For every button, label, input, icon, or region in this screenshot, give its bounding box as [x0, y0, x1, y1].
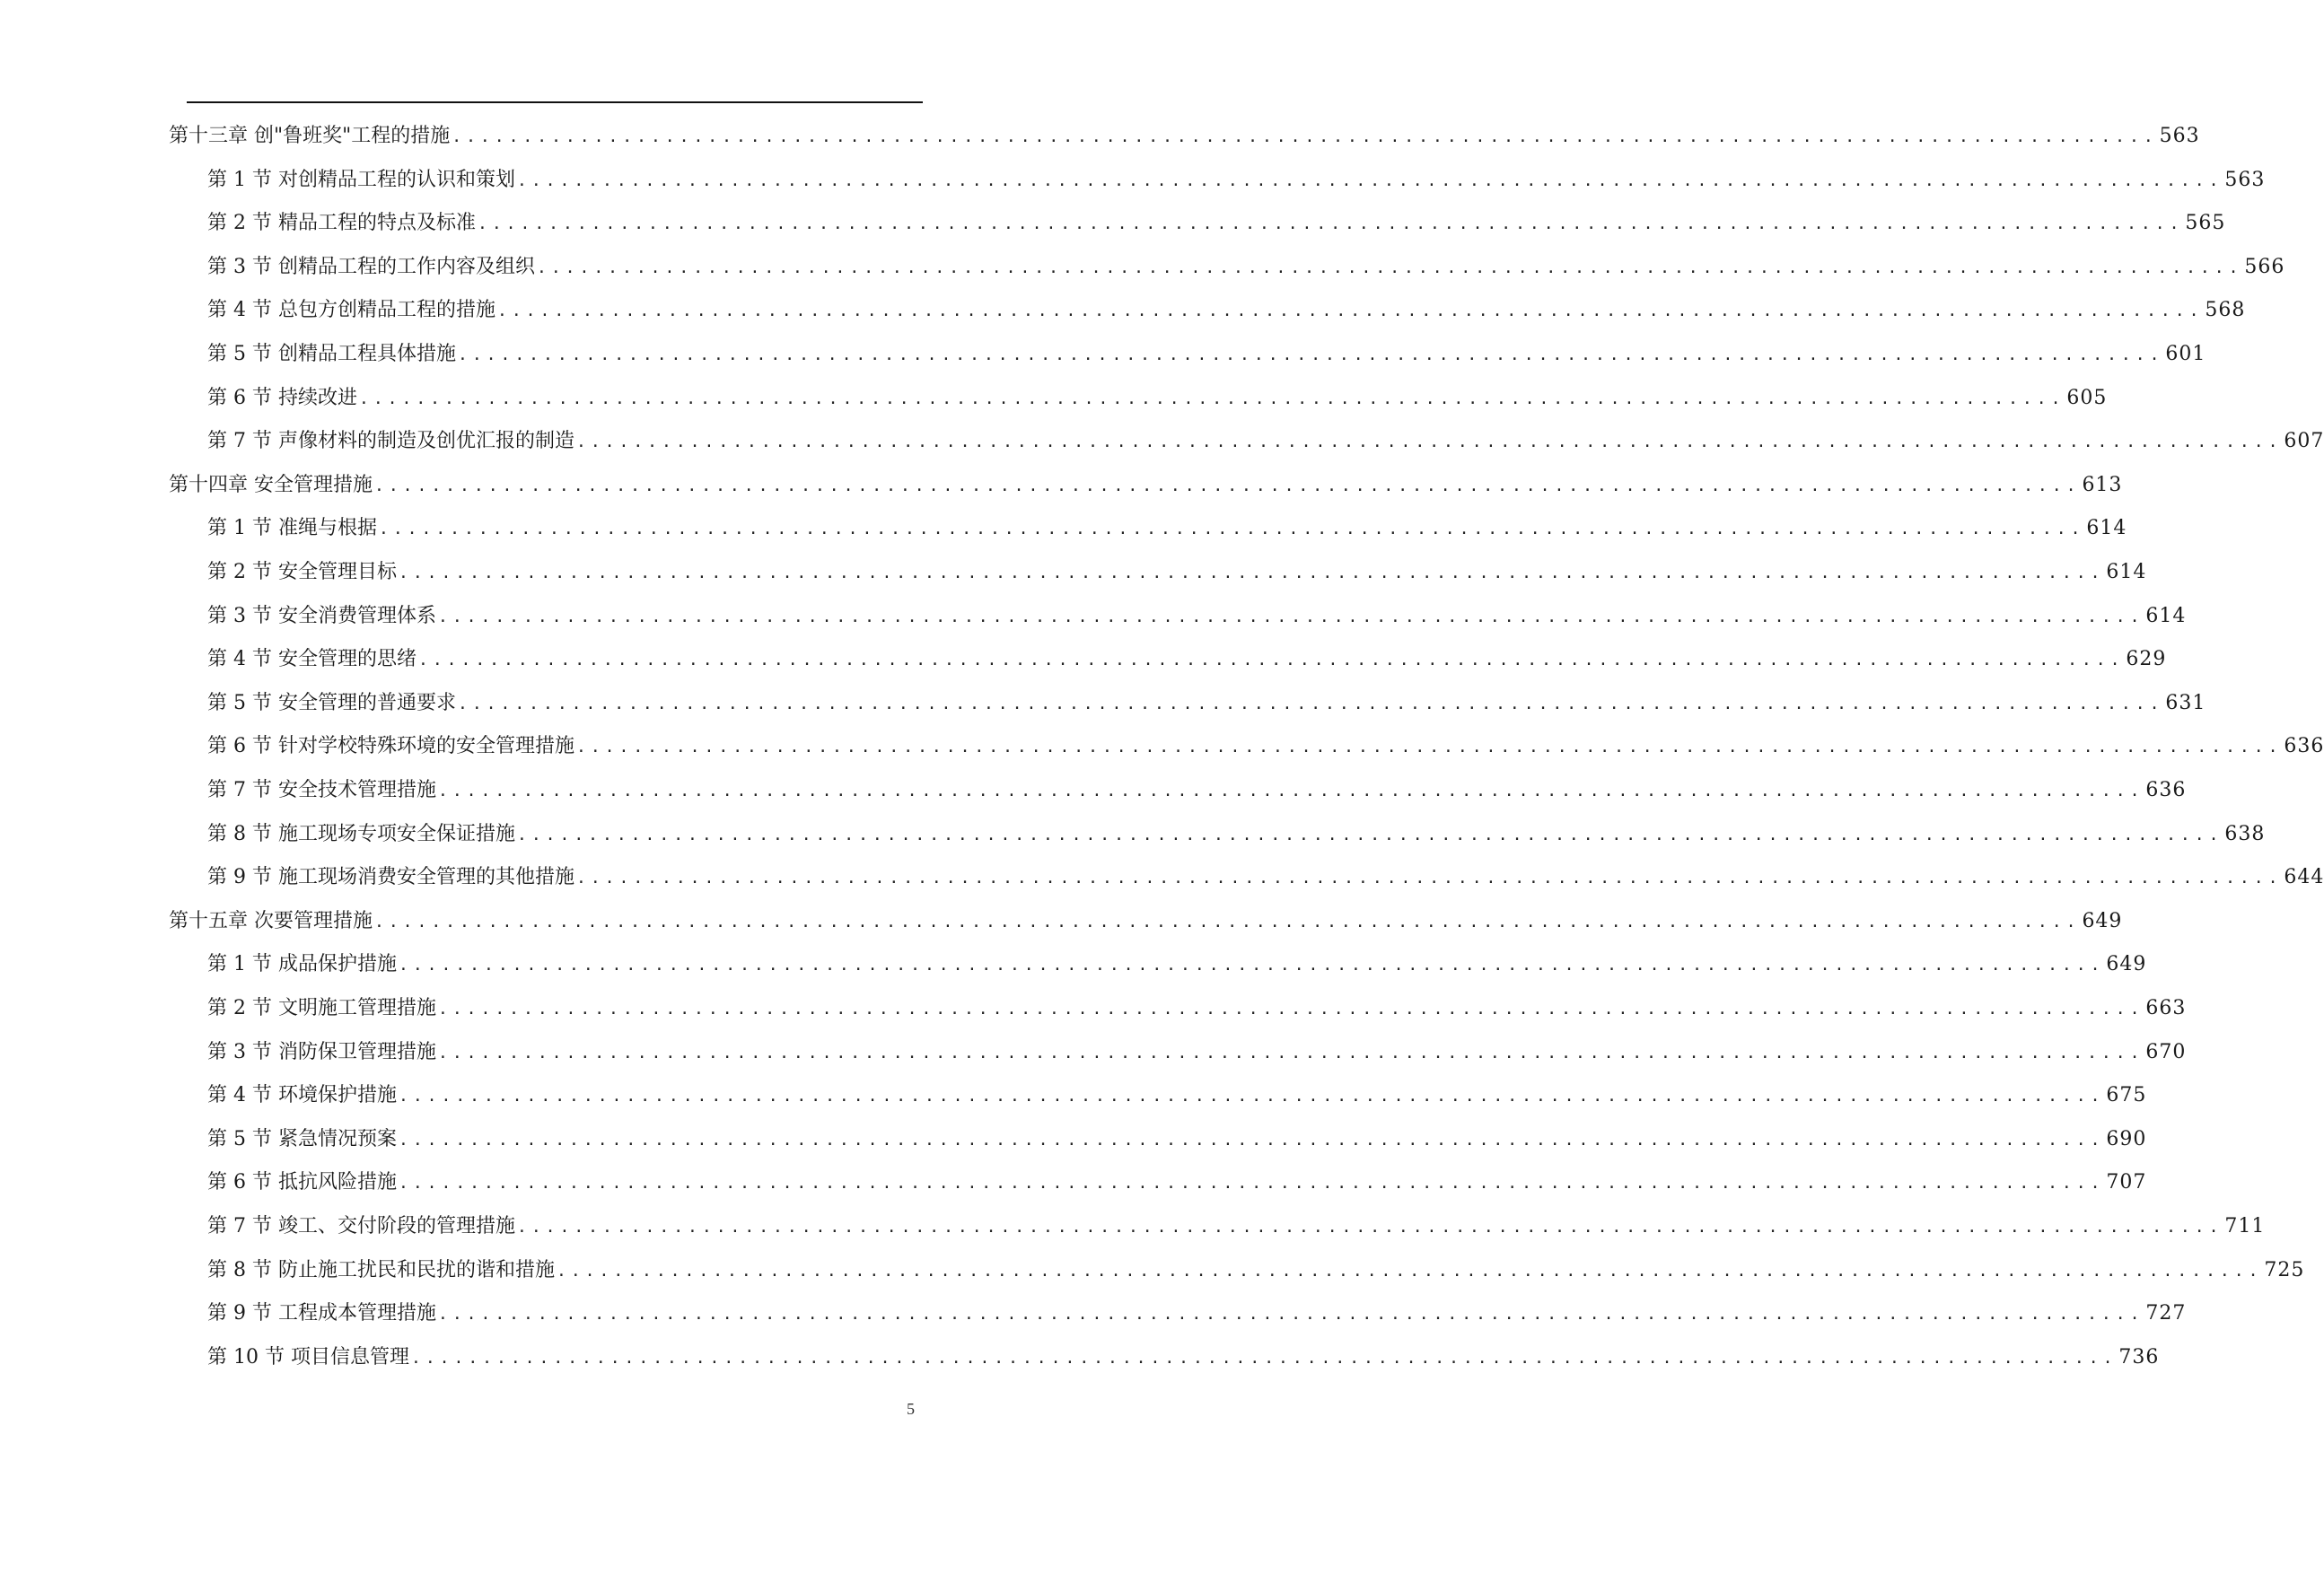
toc-section-entry[interactable]	[207, 337, 2206, 372]
toc-entry-title: 第 2 节 精品工程的特点及标准	[207, 212, 476, 235]
toc-entry-title: 第 4 节 安全管理的思绪	[207, 648, 417, 671]
toc-entry-page: 649	[2106, 953, 2147, 976]
toc-leader-dots: ........................................................................................................................	[437, 1043, 2144, 1062]
toc-section-entry[interactable]	[207, 293, 2246, 328]
toc-leader-dots: ........................................................................................................................	[437, 1305, 2144, 1325]
toc-leader-dots: ........................................................................................................................	[496, 302, 2204, 321]
toc-leader-dots: ........................................................................................................................	[516, 825, 2223, 844]
toc-leader-dots: ........................................................................................................................	[575, 433, 2283, 452]
toc-section-entry[interactable]	[207, 1035, 2187, 1071]
toc-entry-title: 第 3 节 创精品工程的工作内容及组织	[207, 255, 535, 278]
toc-entry-page: 563	[2159, 125, 2200, 147]
toc-chapter-entry[interactable]	[169, 118, 2200, 154]
toc-entry-page: 707	[2106, 1171, 2147, 1194]
toc-entry-page: 675	[2106, 1084, 2147, 1107]
toc-entry-title: 第 9 节 施工现场消费安全管理的其他措施	[207, 866, 574, 889]
toc-entry-page: 563	[2224, 168, 2266, 191]
toc-section-entry[interactable]	[207, 947, 2147, 983]
toc-entry-title: 第十四章 安全管理措施	[169, 473, 373, 496]
toc-leader-dots: ........................................................................................................................	[398, 1174, 2105, 1194]
toc-leader-dots: ........................................................................................................................	[437, 1000, 2144, 1019]
toc-leader-dots: ........................................................................................................................	[374, 912, 2081, 931]
toc-chapter-entry[interactable]	[169, 468, 2123, 503]
toc-entry-page: 568	[2205, 299, 2246, 322]
toc-entry-title: 第 2 节 文明施工管理措施	[207, 997, 436, 1019]
toc-leader-dots: ........................................................................................................................	[398, 564, 2105, 582]
toc-entry-title: 第 2 节 安全管理目标	[207, 561, 397, 583]
toc-leader-dots: ........................................................................................................................	[374, 476, 2081, 495]
toc-entry-page: 607	[2284, 430, 2324, 453]
toc-leader-dots: ........................................................................................................................	[417, 651, 2125, 670]
toc-entry-title: 第 5 节 紧急情况预案	[207, 1127, 397, 1150]
toc-section-entry[interactable]	[207, 991, 2187, 1027]
toc-entry-title: 第 4 节 环境保护措施	[207, 1084, 397, 1107]
toc-leader-dots: ........................................................................................................................	[556, 1261, 2263, 1281]
toc-entry-title: 第 7 节 竣工、交付阶段的管理措施	[207, 1215, 515, 1237]
toc-entry-page: 565	[2185, 212, 2226, 235]
toc-leader-dots: ........................................................................................................................	[358, 389, 2065, 408]
toc-entry-title: 第十三章 创"鲁班奖"工程的措施	[169, 125, 451, 147]
toc-section-entry[interactable]	[207, 1165, 2147, 1201]
toc-leader-dots: ........................................................................................................................	[536, 258, 2243, 277]
toc-entry-page: 613	[2082, 473, 2123, 496]
toc-leader-dots: ........................................................................................................................	[516, 1218, 2223, 1237]
toc-entry-page: 663	[2145, 997, 2187, 1019]
toc-entry-page: 605	[2066, 386, 2108, 409]
toc-entry-page: 725	[2264, 1258, 2305, 1281]
page-number: 5	[907, 1400, 915, 1418]
toc-entry-page: 727	[2145, 1302, 2187, 1325]
toc-section-entry[interactable]	[207, 1296, 2187, 1332]
toc-entry-title: 第 7 节 声像材料的制造及创优汇报的制造	[207, 430, 574, 453]
toc-section-entry[interactable]	[207, 249, 2285, 285]
toc-entry-title: 第 1 节 成品保护措施	[207, 953, 397, 976]
toc-entry-page: 631	[2165, 691, 2206, 714]
toc-leader-dots: ........................................................................................................................	[437, 782, 2144, 800]
toc-chapter-entry[interactable]	[169, 904, 2123, 940]
header-rule	[187, 101, 923, 103]
toc-leader-dots: ........................................................................................................................	[398, 956, 2105, 975]
toc-section-entry[interactable]	[207, 1209, 2266, 1245]
toc-leader-dots: ........................................................................................................................	[457, 345, 2164, 364]
toc-entry-title: 第 5 节 创精品工程具体措施	[207, 343, 456, 365]
toc-section-entry[interactable]	[207, 555, 2147, 590]
toc-entry-page: 629	[2126, 648, 2167, 671]
toc-entry-title: 第 7 节 安全技术管理措施	[207, 779, 436, 801]
toc-entry-title: 第 9 节 工程成本管理措施	[207, 1302, 436, 1325]
toc-entry-title: 第 10 节 项目信息管理	[207, 1345, 409, 1369]
toc-leader-dots: ........................................................................................................................	[398, 1087, 2105, 1106]
toc-section-entry[interactable]	[207, 380, 2108, 416]
toc-leader-dots: ........................................................................................................................	[575, 869, 2283, 888]
toc-section-entry[interactable]	[207, 162, 2266, 198]
toc-section-entry[interactable]	[207, 1253, 2305, 1289]
toc-entry-page: 644	[2284, 866, 2324, 889]
toc-entry-page: 636	[2145, 779, 2187, 801]
toc-entry-page: 670	[2145, 1040, 2187, 1063]
toc-section-entry[interactable]	[207, 817, 2266, 853]
toc-entry-title: 第 4 节 总包方创精品工程的措施	[207, 299, 495, 322]
toc-leader-dots: ........................................................................................................................	[437, 607, 2144, 626]
toc-entry-title: 第 8 节 防止施工扰民和民扰的谐和措施	[207, 1258, 555, 1281]
toc-section-entry[interactable]	[207, 642, 2167, 678]
toc-entry-title: 第 5 节 安全管理的普通要求	[207, 691, 456, 714]
toc-leader-dots: ........................................................................................................................	[516, 171, 2223, 190]
toc-entry-page: 614	[2145, 604, 2187, 627]
toc-leader-dots: ........................................................................................................................	[477, 214, 2184, 234]
toc-entry-page: 736	[2118, 1345, 2160, 1369]
toc-section-entry[interactable]	[207, 424, 2324, 459]
toc-leader-dots: ........................................................................................................................	[457, 694, 2164, 713]
toc-entry-page: 566	[2244, 255, 2285, 278]
toc-leader-dots: ........................................................................................................................	[410, 1348, 2118, 1368]
toc-entry-page: 614	[2106, 561, 2147, 583]
toc-section-entry[interactable]	[207, 1078, 2147, 1114]
toc-section-entry[interactable]	[207, 599, 2187, 634]
toc-entry-title: 第 8 节 施工现场专项安全保证措施	[207, 822, 515, 845]
toc-leader-dots: ........................................................................................................................	[398, 1130, 2105, 1150]
toc-section-entry[interactable]	[207, 205, 2226, 241]
toc-section-entry[interactable]	[207, 511, 2127, 547]
toc-entry-title: 第 3 节 消防保卫管理措施	[207, 1040, 436, 1063]
toc-leader-dots: ........................................................................................................................	[575, 738, 2283, 757]
toc-entry-title: 第 1 节 准绳与根据	[207, 517, 377, 540]
toc-entry-title: 第 3 节 安全消费管理体系	[207, 604, 436, 627]
toc-entry-title: 第 6 节 针对学校特殊环境的安全管理措施	[207, 735, 574, 758]
toc-entry-page: 614	[2086, 517, 2127, 540]
toc-entry-title: 第 6 节 抵抗风险措施	[207, 1171, 397, 1194]
toc-entry-page: 649	[2082, 909, 2123, 932]
toc-entry-page: 711	[2224, 1215, 2266, 1237]
toc-entry-title: 第十五章 次要管理措施	[169, 909, 373, 932]
toc-section-entry[interactable]	[207, 1122, 2147, 1158]
toc-leader-dots: ........................................................................................................................	[452, 127, 2158, 146]
toc-leader-dots: ........................................................................................................................	[378, 520, 2085, 539]
toc-section-entry[interactable]	[207, 773, 2187, 809]
toc-section-entry[interactable]	[207, 1340, 2160, 1376]
toc-section-entry[interactable]	[207, 729, 2324, 765]
toc-entry-title: 第 6 节 持续改进	[207, 386, 357, 409]
toc-entry-page: 690	[2106, 1127, 2147, 1150]
toc-entry-page: 638	[2224, 822, 2266, 845]
toc-entry-page: 601	[2165, 343, 2206, 365]
toc-section-entry[interactable]	[207, 860, 2324, 896]
toc-entry-page: 636	[2284, 735, 2324, 758]
toc-section-entry[interactable]	[207, 686, 2206, 721]
toc-entry-title: 第 1 节 对创精品工程的认识和策划	[207, 168, 515, 191]
